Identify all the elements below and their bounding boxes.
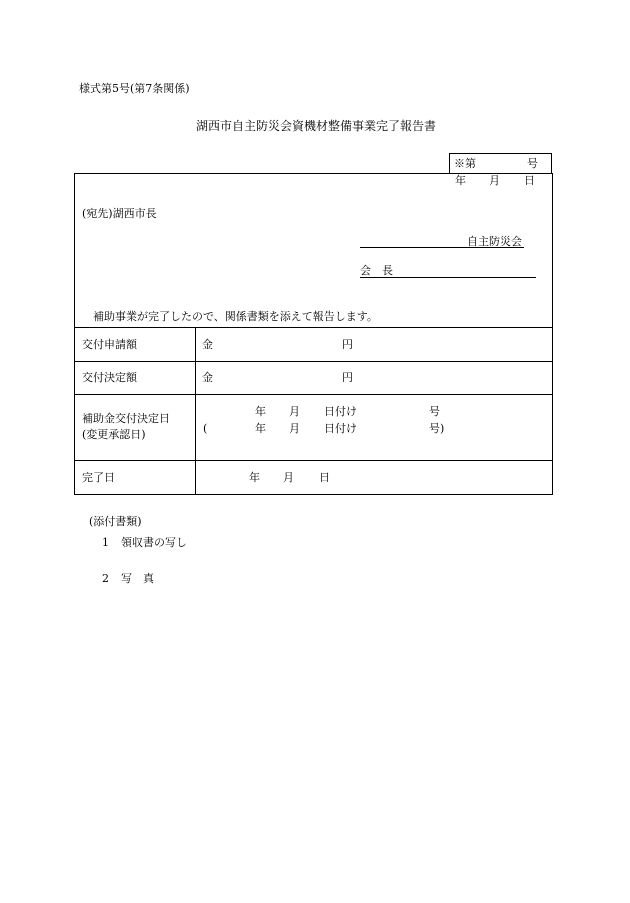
attachment-text: 写 真	[121, 572, 154, 585]
grant-month-label: 月	[289, 405, 300, 418]
table-row-line	[74, 361, 553, 362]
table-column-divider	[195, 327, 196, 495]
attachment-number: 2	[102, 572, 109, 585]
report-day-label: 日	[524, 174, 535, 187]
attachments-heading: (添付書類)	[89, 515, 142, 528]
change-month-label: 月	[289, 422, 300, 435]
receipt-mark: ※第	[454, 157, 476, 170]
statement: 補助事業が完了したので、関係書類を添えて報告します。	[93, 310, 378, 323]
change-year-label: 年	[255, 422, 266, 435]
grant-dated-label: 日付け	[324, 405, 357, 418]
form-number: 様式第5号(第7条関係)	[79, 82, 190, 95]
change-open-paren: (	[203, 422, 208, 435]
completion-year-label: 年	[249, 471, 260, 484]
report-frame	[74, 173, 553, 495]
change-dated-label: 日付け	[324, 422, 357, 435]
decided-amount-suffix: 円	[342, 371, 353, 384]
table-top-line	[74, 327, 553, 328]
document-title: 湖西市自主防災会資機材整備事業完了報告書	[196, 119, 437, 133]
attachment-number: 1	[102, 536, 109, 549]
receipt-suffix: 号	[527, 157, 538, 170]
applied-amount-suffix: 円	[342, 338, 353, 351]
table-row-line	[74, 394, 553, 395]
change-number-label: 号)	[429, 422, 445, 435]
decided-amount-label: 交付決定額	[82, 371, 137, 384]
grant-number-label: 号	[429, 405, 440, 418]
chair-label: 会 長	[360, 264, 393, 277]
report-month-label: 月	[489, 174, 500, 187]
chair-name-line	[360, 277, 536, 278]
completion-month-label: 月	[283, 471, 294, 484]
report-year-label: 年	[455, 174, 466, 187]
completion-date-label: 完了日	[82, 471, 115, 484]
applied-amount-prefix: 金	[202, 338, 213, 351]
org-label: 自主防災会	[467, 235, 522, 248]
decided-amount-prefix: 金	[202, 371, 213, 384]
applied-amount-label: 交付申請額	[82, 338, 137, 351]
table-row-line	[74, 460, 553, 461]
grant-year-label: 年	[255, 405, 266, 418]
grant-date-sublabel: (変更承認日)	[82, 428, 146, 441]
completion-day-label: 日	[319, 471, 330, 484]
grant-date-label: 補助金交付決定日	[82, 412, 170, 425]
addressee: (宛先)湖西市長	[82, 207, 157, 220]
attachment-text: 領収書の写し	[121, 536, 187, 549]
